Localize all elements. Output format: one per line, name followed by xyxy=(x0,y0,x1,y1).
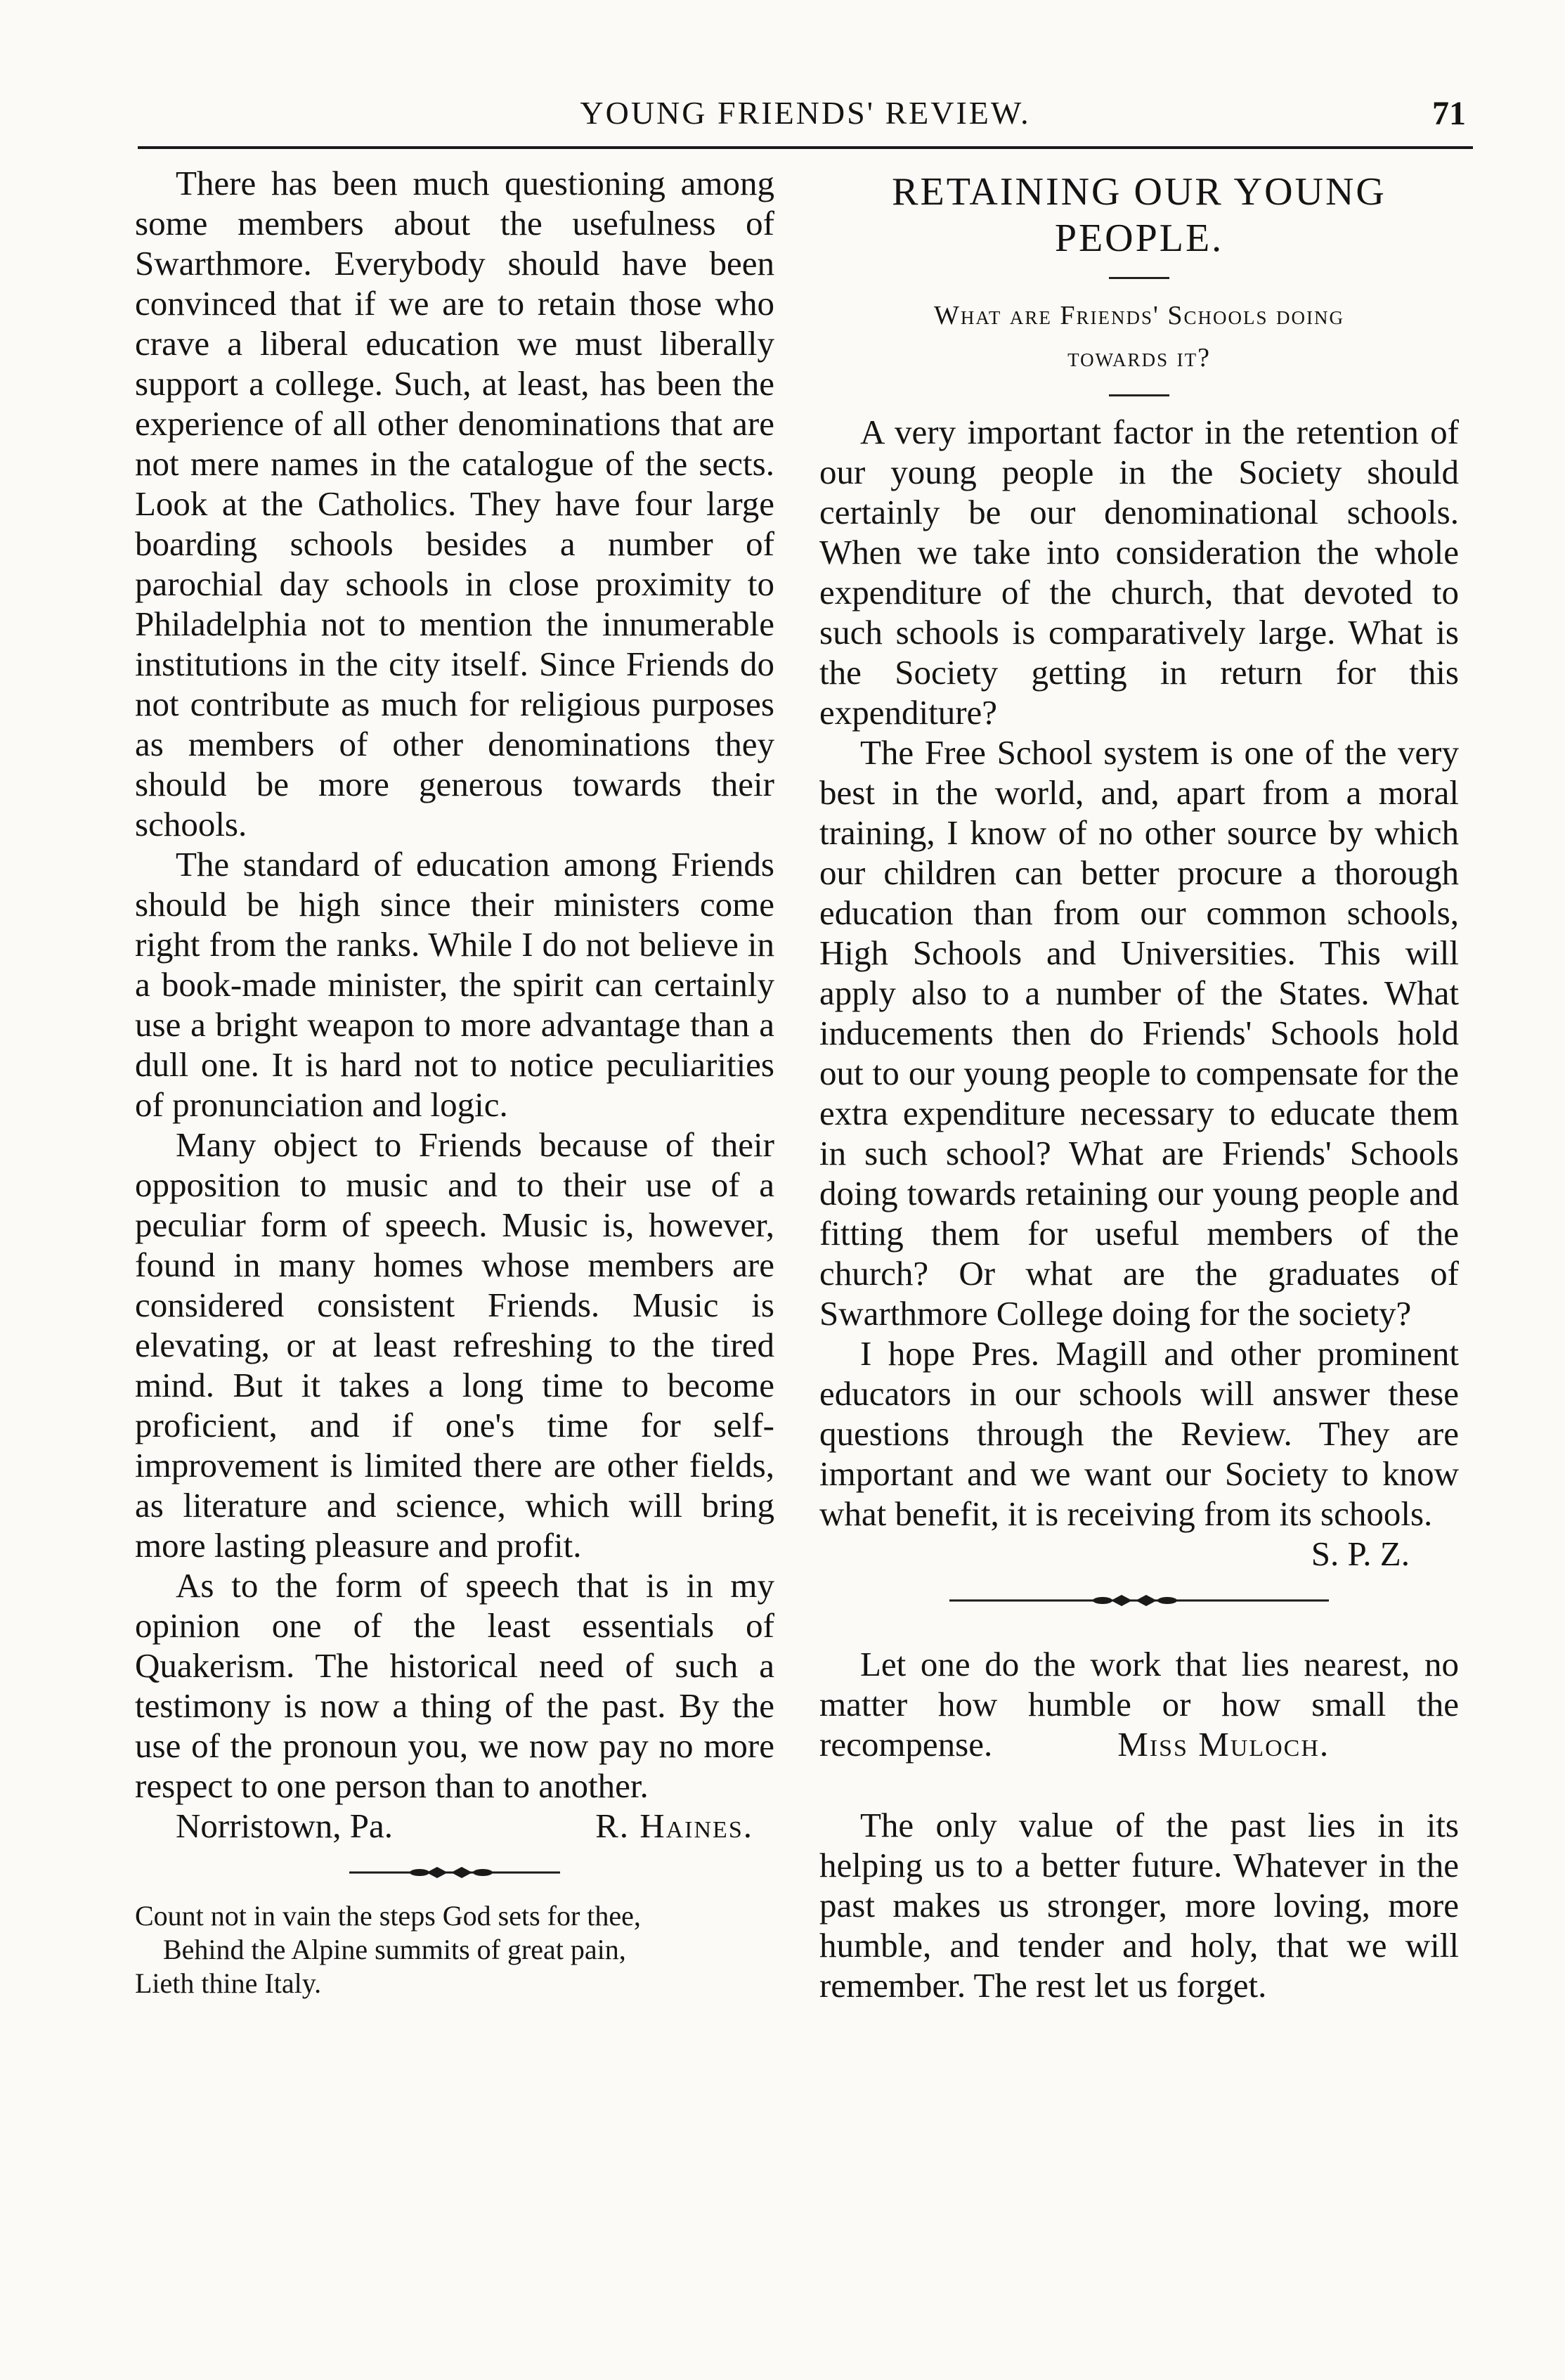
left-ornament xyxy=(135,1864,774,1881)
poem-line-1: Count not in vain the steps God sets for thee, xyxy=(135,1900,641,1932)
header-rule xyxy=(138,146,1473,149)
poem-line-2: Behind the Alpine summits of great pain, xyxy=(163,1934,626,1965)
subtitle-line-1: What are Friends' Schools doing xyxy=(934,301,1344,330)
article-title xyxy=(819,169,1459,261)
article-subtitle xyxy=(819,295,1459,379)
article-title-line-2: PEOPLE. xyxy=(1054,216,1224,260)
left-paragraph-2: The standard of education among Friends should be high since their ministers come right from the ranks. While I do not believe in a book-made minister, the spirit can certainly use a bright weapon to more advantage than a dull one. It is hard not to notice peculiarities of pronunciation and logic. xyxy=(135,845,774,1124)
signoff-place: Norristown, Pa. xyxy=(176,1806,393,1845)
poem xyxy=(135,1899,774,2000)
title-rule xyxy=(1109,277,1169,279)
left-paragraph-1: There has been much questioning among some members about the usefulness of Swarthmore. Everybody should have been convinced that if we are to retain those who crave a liberal education we must liberally support a college. Such, at least, has been the experience of all other denominations that are not mere names in the catalogue of the sects. Look at the Catholics. They have four large boarding schools besides a number of parochial day schools in close proximity to Philadelphia not to mention the innumerable institutions in the city itself. Since Friends do not contribute as much for religious purposes as members of other denominations they should be more generous towards their schools. xyxy=(135,164,774,843)
subtitle-rule xyxy=(1109,394,1169,396)
quote-1 xyxy=(819,1644,1459,1764)
page-number: 71 xyxy=(1432,95,1466,132)
right-ornament xyxy=(819,1592,1459,1609)
ornament-divider-icon xyxy=(349,1864,560,1881)
quote-2: The only value of the past lies in its helping us to a better future. Whatever in the past makes us stronger, more loving, more humble, and tender and holy, that we will remember. The rest let us forget. xyxy=(819,1806,1459,2005)
quote-1-text: Let one do the work that lies nearest, no matter how humble or how small the recompense. xyxy=(819,1645,1459,1764)
right-paragraph-1: A very important factor in the retention of our young people in the Society should certainly be our denominational schools. When we take into consideration the whole expenditure of the church, that devoted to such schools is comparatively large. What is the Society getting in return for this expenditure? xyxy=(819,413,1459,732)
page-header xyxy=(138,84,1473,148)
left-paragraph-3: Many object to Friends because of their opposition to music and to their use of a peculiar form of speech. Music is, however, found in many homes whose members are considered consistent Friends. Music is elevating, or at least refreshing to the tired mind. But it takes a long time to become proficient, and if one's time for self-improvement is limited there are other fields, as literature and science, which will bring more lasting pleasure and profit. xyxy=(135,1125,774,1565)
article-title-line-1: RETAINING OUR YOUNG xyxy=(892,170,1387,214)
left-signoff xyxy=(135,1806,774,1846)
left-column xyxy=(135,163,774,2000)
right-column xyxy=(819,163,1459,2005)
signoff-author: R. Haines. xyxy=(595,1806,753,1845)
poem-line-3: Lieth thine Italy. xyxy=(135,1967,322,1999)
left-paragraph-4: As to the form of speech that is in my opinion one of the least essentials of Quakerism. The historical need of such a testimony is now a thing of the past. By the use of the pronoun you, we now pay no more respect to one person than to another. xyxy=(135,1566,774,1805)
right-paragraph-2: The Free School system is one of the very best in the world, and, apart from a moral training, I know of no other source by which our children can better procure a thorough education than from our common schools, High Schools and Universities. This will apply also to a number of the States. What inducements then do Friends' Schools hold out to our young people to compensate for the extra expenditure necessary to educate them in such school? What are Friends' Schools doing towards retaining our young people and fitting them for useful members of the church? Or what are the graduates of Swarthmore College doing for the society? xyxy=(819,733,1459,1333)
ornament-divider-icon xyxy=(949,1592,1329,1609)
quote-1-author: Miss Muloch. xyxy=(1117,1725,1330,1764)
running-title: YOUNG FRIENDS' REVIEW. xyxy=(580,95,1031,131)
article-initials: S. P. Z. xyxy=(1311,1534,1410,1573)
subtitle-line-2: towards it? xyxy=(1067,343,1211,373)
right-paragraph-3: I hope Pres. Magill and other prominent educators in our schools will answer these questions through the Review. They are important and we want our Society to know what benefit, it is receiving from its schools. xyxy=(819,1334,1459,1533)
